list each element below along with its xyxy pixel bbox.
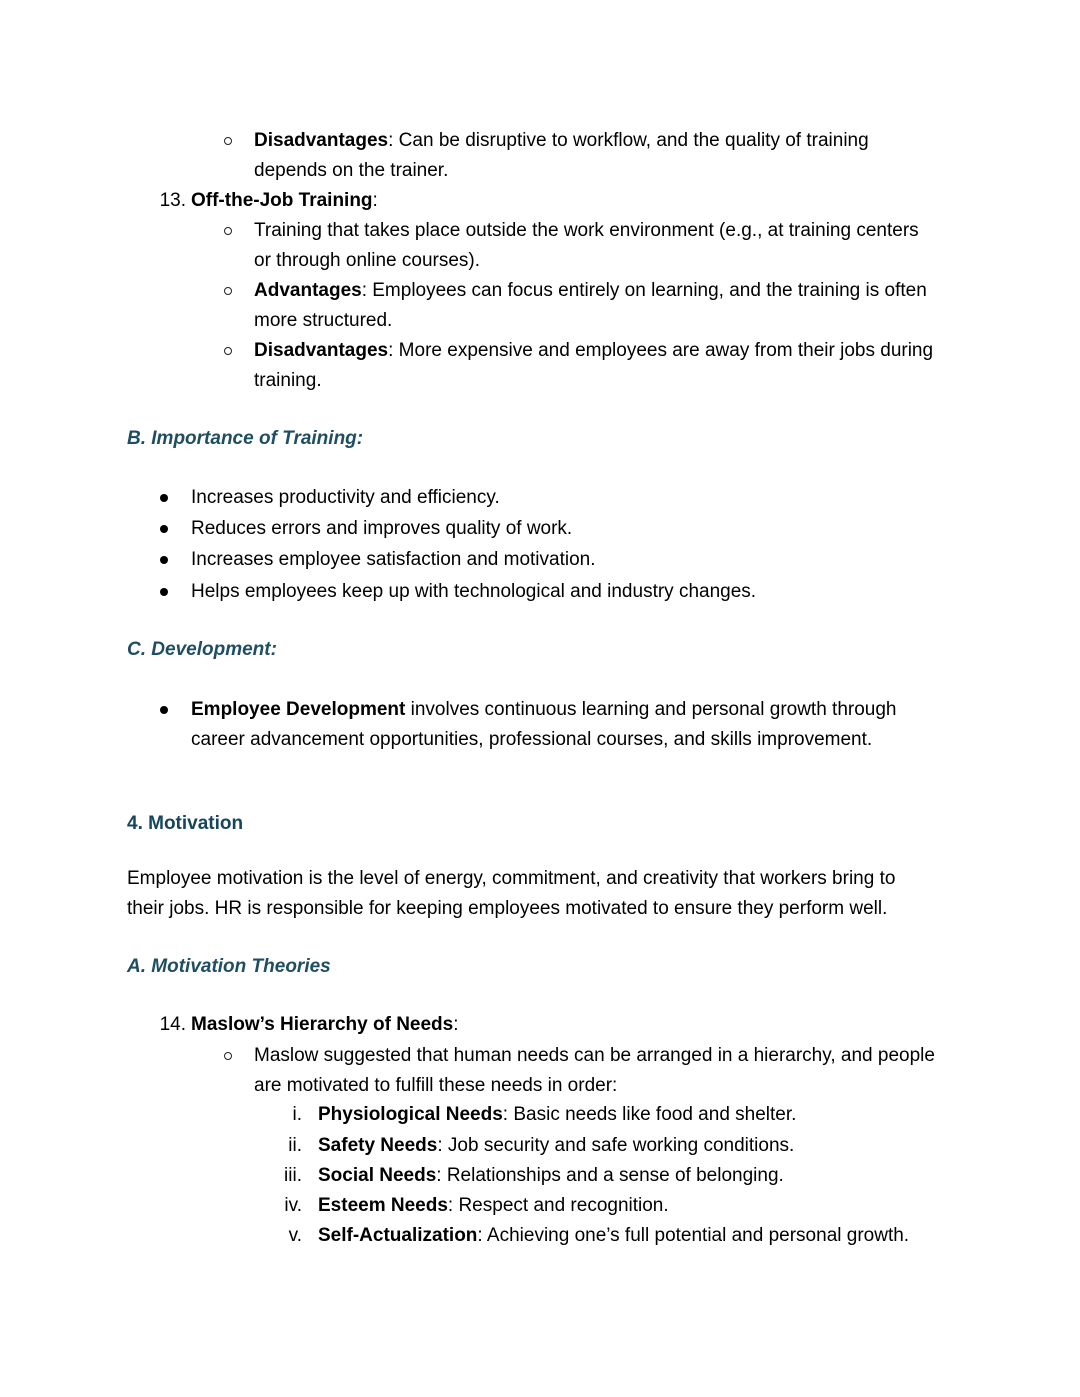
- paragraph-line: their jobs. HR is responsible for keeping employees motivated to ensure they perform well.: [127, 898, 888, 919]
- list-item-off-the-job-training: Off-the-Job Training:: [191, 190, 378, 211]
- label-disadvantages: Disadvantages: [254, 340, 389, 361]
- paragraph-line: Employee motivation is the level of energy, commitment, and creativity that workers bring to: [127, 868, 896, 889]
- circle-bullet-icon: [224, 347, 232, 355]
- list-item-advantages: Advantages: Employees can focus entirely on learning, and the training is often: [254, 280, 927, 301]
- bullet-icon: [160, 588, 168, 596]
- label-disadvantages: Disadvantages: [254, 130, 389, 151]
- list-number-14: 14.: [159, 1014, 186, 1035]
- bullet-icon: [160, 556, 168, 564]
- item-title: Off-the-Job Training: [191, 190, 373, 211]
- bullet-icon: [160, 525, 168, 533]
- need-item-safety: Safety Needs: Job security and safe working conditions.: [318, 1135, 795, 1156]
- item-title: Maslow’s Hierarchy of Needs: [191, 1014, 454, 1035]
- list-number-13: 13.: [159, 190, 186, 211]
- need-item-physiological: Physiological Needs: Basic needs like food and shelter.: [318, 1104, 797, 1125]
- list-item-disadvantages: Disadvantages: More expensive and employees are away from their jobs during: [254, 340, 934, 361]
- need-item-social: Social Needs: Relationships and a sense of belonging.: [318, 1165, 784, 1186]
- list-item-continuation: training.: [254, 370, 322, 391]
- circle-bullet-icon: [224, 287, 232, 295]
- roman-numeral: v.: [288, 1225, 302, 1246]
- list-item: Helps employees keep up with technological and industry changes.: [191, 581, 757, 602]
- label-advantages: Advantages: [254, 280, 362, 301]
- roman-numeral: iv.: [284, 1195, 302, 1216]
- circle-bullet-icon: [224, 137, 232, 145]
- list-item-continuation: or through online courses).: [254, 250, 481, 271]
- list-item: Reduces errors and improves quality of work.: [191, 518, 573, 539]
- list-item-continuation: more structured.: [254, 310, 393, 331]
- circle-bullet-icon: [224, 1052, 232, 1060]
- subheading-motivation-theories: A. Motivation Theories: [127, 956, 331, 977]
- list-item-maslow-intro: Maslow suggested that human needs can be arranged in a hierarchy, and people: [254, 1045, 935, 1066]
- list-item-disadvantages-on-job: Disadvantages: Can be disruptive to workflow, and the quality of training: [254, 130, 869, 151]
- need-item-self-actualization: Self-Actualization: Achieving one’s full potential and personal growth.: [318, 1225, 910, 1246]
- section-heading-motivation: 4. Motivation: [127, 813, 244, 834]
- list-item-continuation: depends on the trainer.: [254, 160, 449, 181]
- roman-numeral: ii.: [288, 1135, 302, 1156]
- list-item-maslow: Maslow’s Hierarchy of Needs:: [191, 1014, 459, 1035]
- bullet-icon: [160, 706, 168, 714]
- label-employee-development: Employee Development: [191, 699, 406, 720]
- list-item-definition: Training that takes place outside the work environment (e.g., at training centers: [254, 220, 919, 241]
- list-item-employee-development: Employee Development involves continuous learning and personal growth through: [191, 699, 897, 720]
- list-item-continuation: career advancement opportunities, professional courses, and skills improvement.: [191, 729, 873, 750]
- bullet-icon: [160, 494, 168, 502]
- need-item-esteem: Esteem Needs: Respect and recognition.: [318, 1195, 669, 1216]
- roman-numeral: iii.: [284, 1165, 302, 1186]
- list-item: Increases productivity and efficiency.: [191, 487, 500, 508]
- roman-numeral: i.: [292, 1104, 302, 1125]
- circle-bullet-icon: [224, 227, 232, 235]
- list-item: Increases employee satisfaction and motivation.: [191, 549, 596, 570]
- subheading-importance-of-training: B. Importance of Training:: [127, 428, 364, 449]
- list-item-continuation: are motivated to fulfill these needs in order:: [254, 1075, 618, 1096]
- subheading-development: C. Development:: [127, 639, 277, 660]
